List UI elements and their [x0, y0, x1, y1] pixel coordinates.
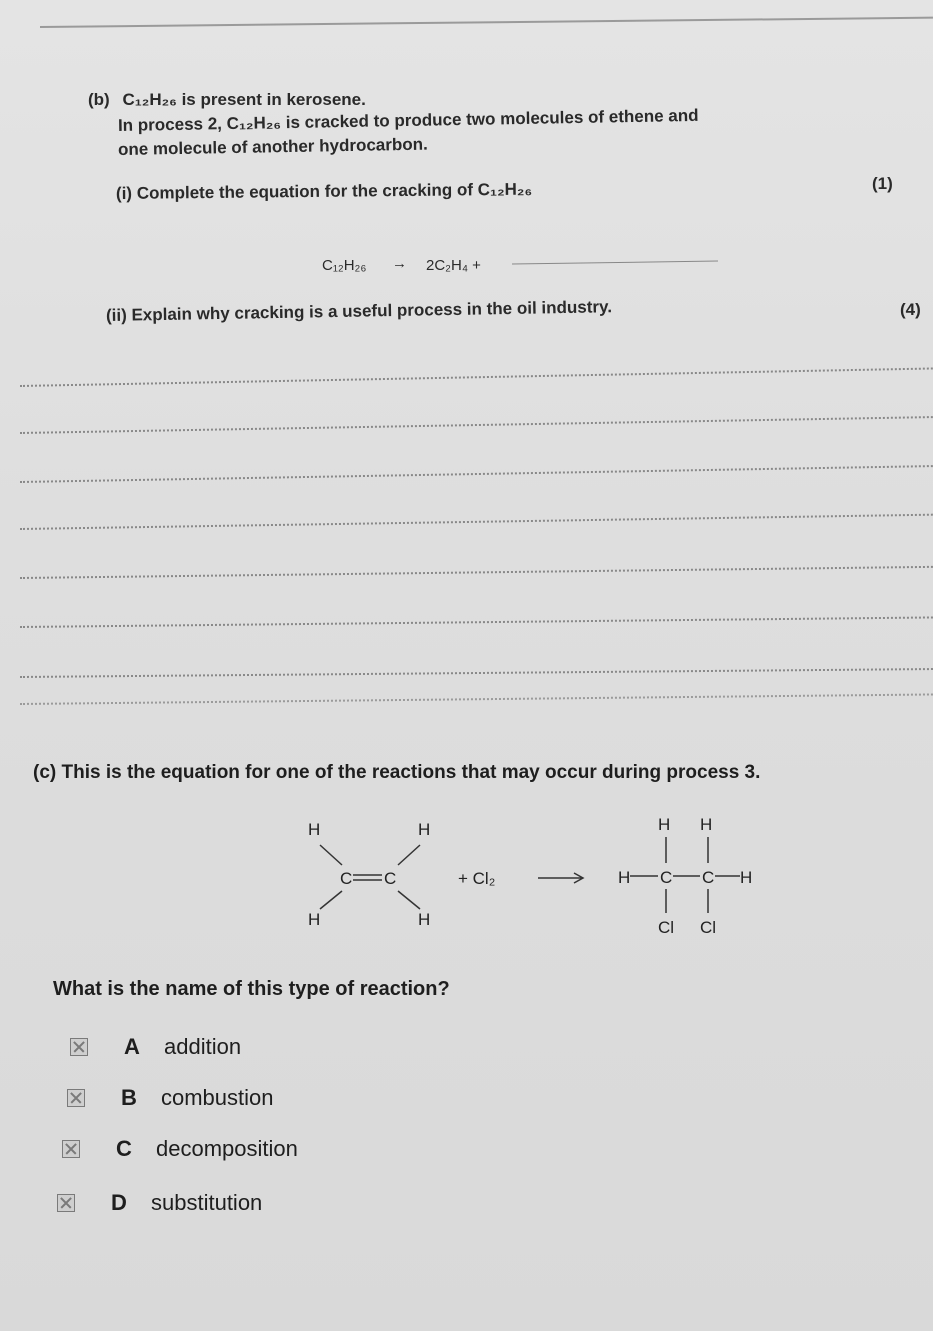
option-c-letter: C	[116, 1136, 132, 1161]
answer-line[interactable]	[20, 693, 933, 705]
question-ii-marks: (4)	[900, 300, 921, 319]
bond	[320, 845, 342, 865]
option-b-letter: B	[121, 1085, 137, 1110]
question-i-marks: (1)	[872, 174, 893, 193]
product-h-top-1: H	[658, 815, 671, 834]
part-c-question: What is the name of this type of reaction?	[53, 978, 450, 1000]
answer-line[interactable]	[20, 416, 933, 434]
question-ii: (ii) Explain why cracking is a useful process in the oil industry.	[105, 297, 613, 325]
equation-reactant: C₁₂H₂₆	[322, 257, 367, 274]
answer-line[interactable]	[20, 566, 933, 579]
part-b-label	[88, 90, 366, 110]
product-carbon-2: C	[702, 868, 715, 887]
product-h-top-2: H	[700, 815, 713, 834]
option-b[interactable]	[67, 1085, 274, 1111]
part-b-line2: one molecule of another hydrocarbon.	[117, 134, 428, 159]
option-a-checkbox[interactable]	[70, 1038, 88, 1056]
product-carbon-1: C	[660, 868, 673, 887]
answer-line[interactable]	[20, 367, 933, 387]
part-b-letter: (b)	[88, 90, 110, 109]
option-a[interactable]	[70, 1034, 241, 1060]
answer-line[interactable]	[20, 668, 933, 678]
ethene-h-bottom-right: H	[418, 910, 431, 929]
answer-line[interactable]	[20, 514, 933, 530]
option-a-letter: A	[124, 1034, 140, 1059]
reaction-diagram	[290, 805, 770, 950]
option-c-text: decomposition	[156, 1136, 298, 1161]
ethene-h-top-right: H	[418, 820, 431, 839]
option-d-checkbox[interactable]	[57, 1194, 75, 1212]
reaction-svg	[290, 805, 770, 945]
ethene-h-top-left: H	[308, 820, 321, 839]
equation-answer-field[interactable]	[512, 261, 718, 265]
bond	[398, 845, 420, 865]
equation-products: 2C₂H₄ +	[426, 257, 481, 274]
option-b-checkbox[interactable]	[67, 1089, 85, 1107]
product-cl-2: Cl	[700, 918, 717, 937]
ethene-h-bottom-left: H	[308, 910, 321, 929]
bond	[398, 891, 420, 909]
part-c-intro: (c) This is the equation for one of the reactions that may occur during process 3.	[33, 762, 761, 783]
bond	[320, 891, 342, 909]
option-a-text: addition	[164, 1034, 242, 1059]
product-h-left: H	[618, 868, 631, 887]
ethene-carbon-left: C	[340, 869, 353, 888]
chlorine-reactant: + Cl₂	[458, 869, 496, 888]
ethene-carbon-right: C	[384, 869, 397, 888]
answer-line[interactable]	[20, 465, 933, 483]
part-b-line1: In process 2, C₁₂H₂₆ is cracked to produce two molecules of ethene and	[117, 105, 699, 135]
option-b-text: combustion	[161, 1085, 274, 1110]
option-d-text: substitution	[151, 1190, 263, 1215]
question-i: (i) Complete the equation for the cracking of C₁₂H₂₆	[115, 179, 533, 203]
product-cl-1: Cl	[658, 918, 675, 937]
option-c-checkbox[interactable]	[62, 1140, 80, 1158]
part-b-intro: C₁₂H₂₆ is present in kerosene.	[122, 90, 366, 109]
top-rule	[40, 17, 933, 28]
equation-arrow: →	[392, 255, 407, 272]
answer-line[interactable]	[20, 616, 933, 628]
option-d[interactable]	[57, 1190, 262, 1216]
option-c[interactable]	[62, 1136, 298, 1162]
product-h-right: H	[740, 868, 753, 887]
option-d-letter: D	[111, 1190, 127, 1215]
